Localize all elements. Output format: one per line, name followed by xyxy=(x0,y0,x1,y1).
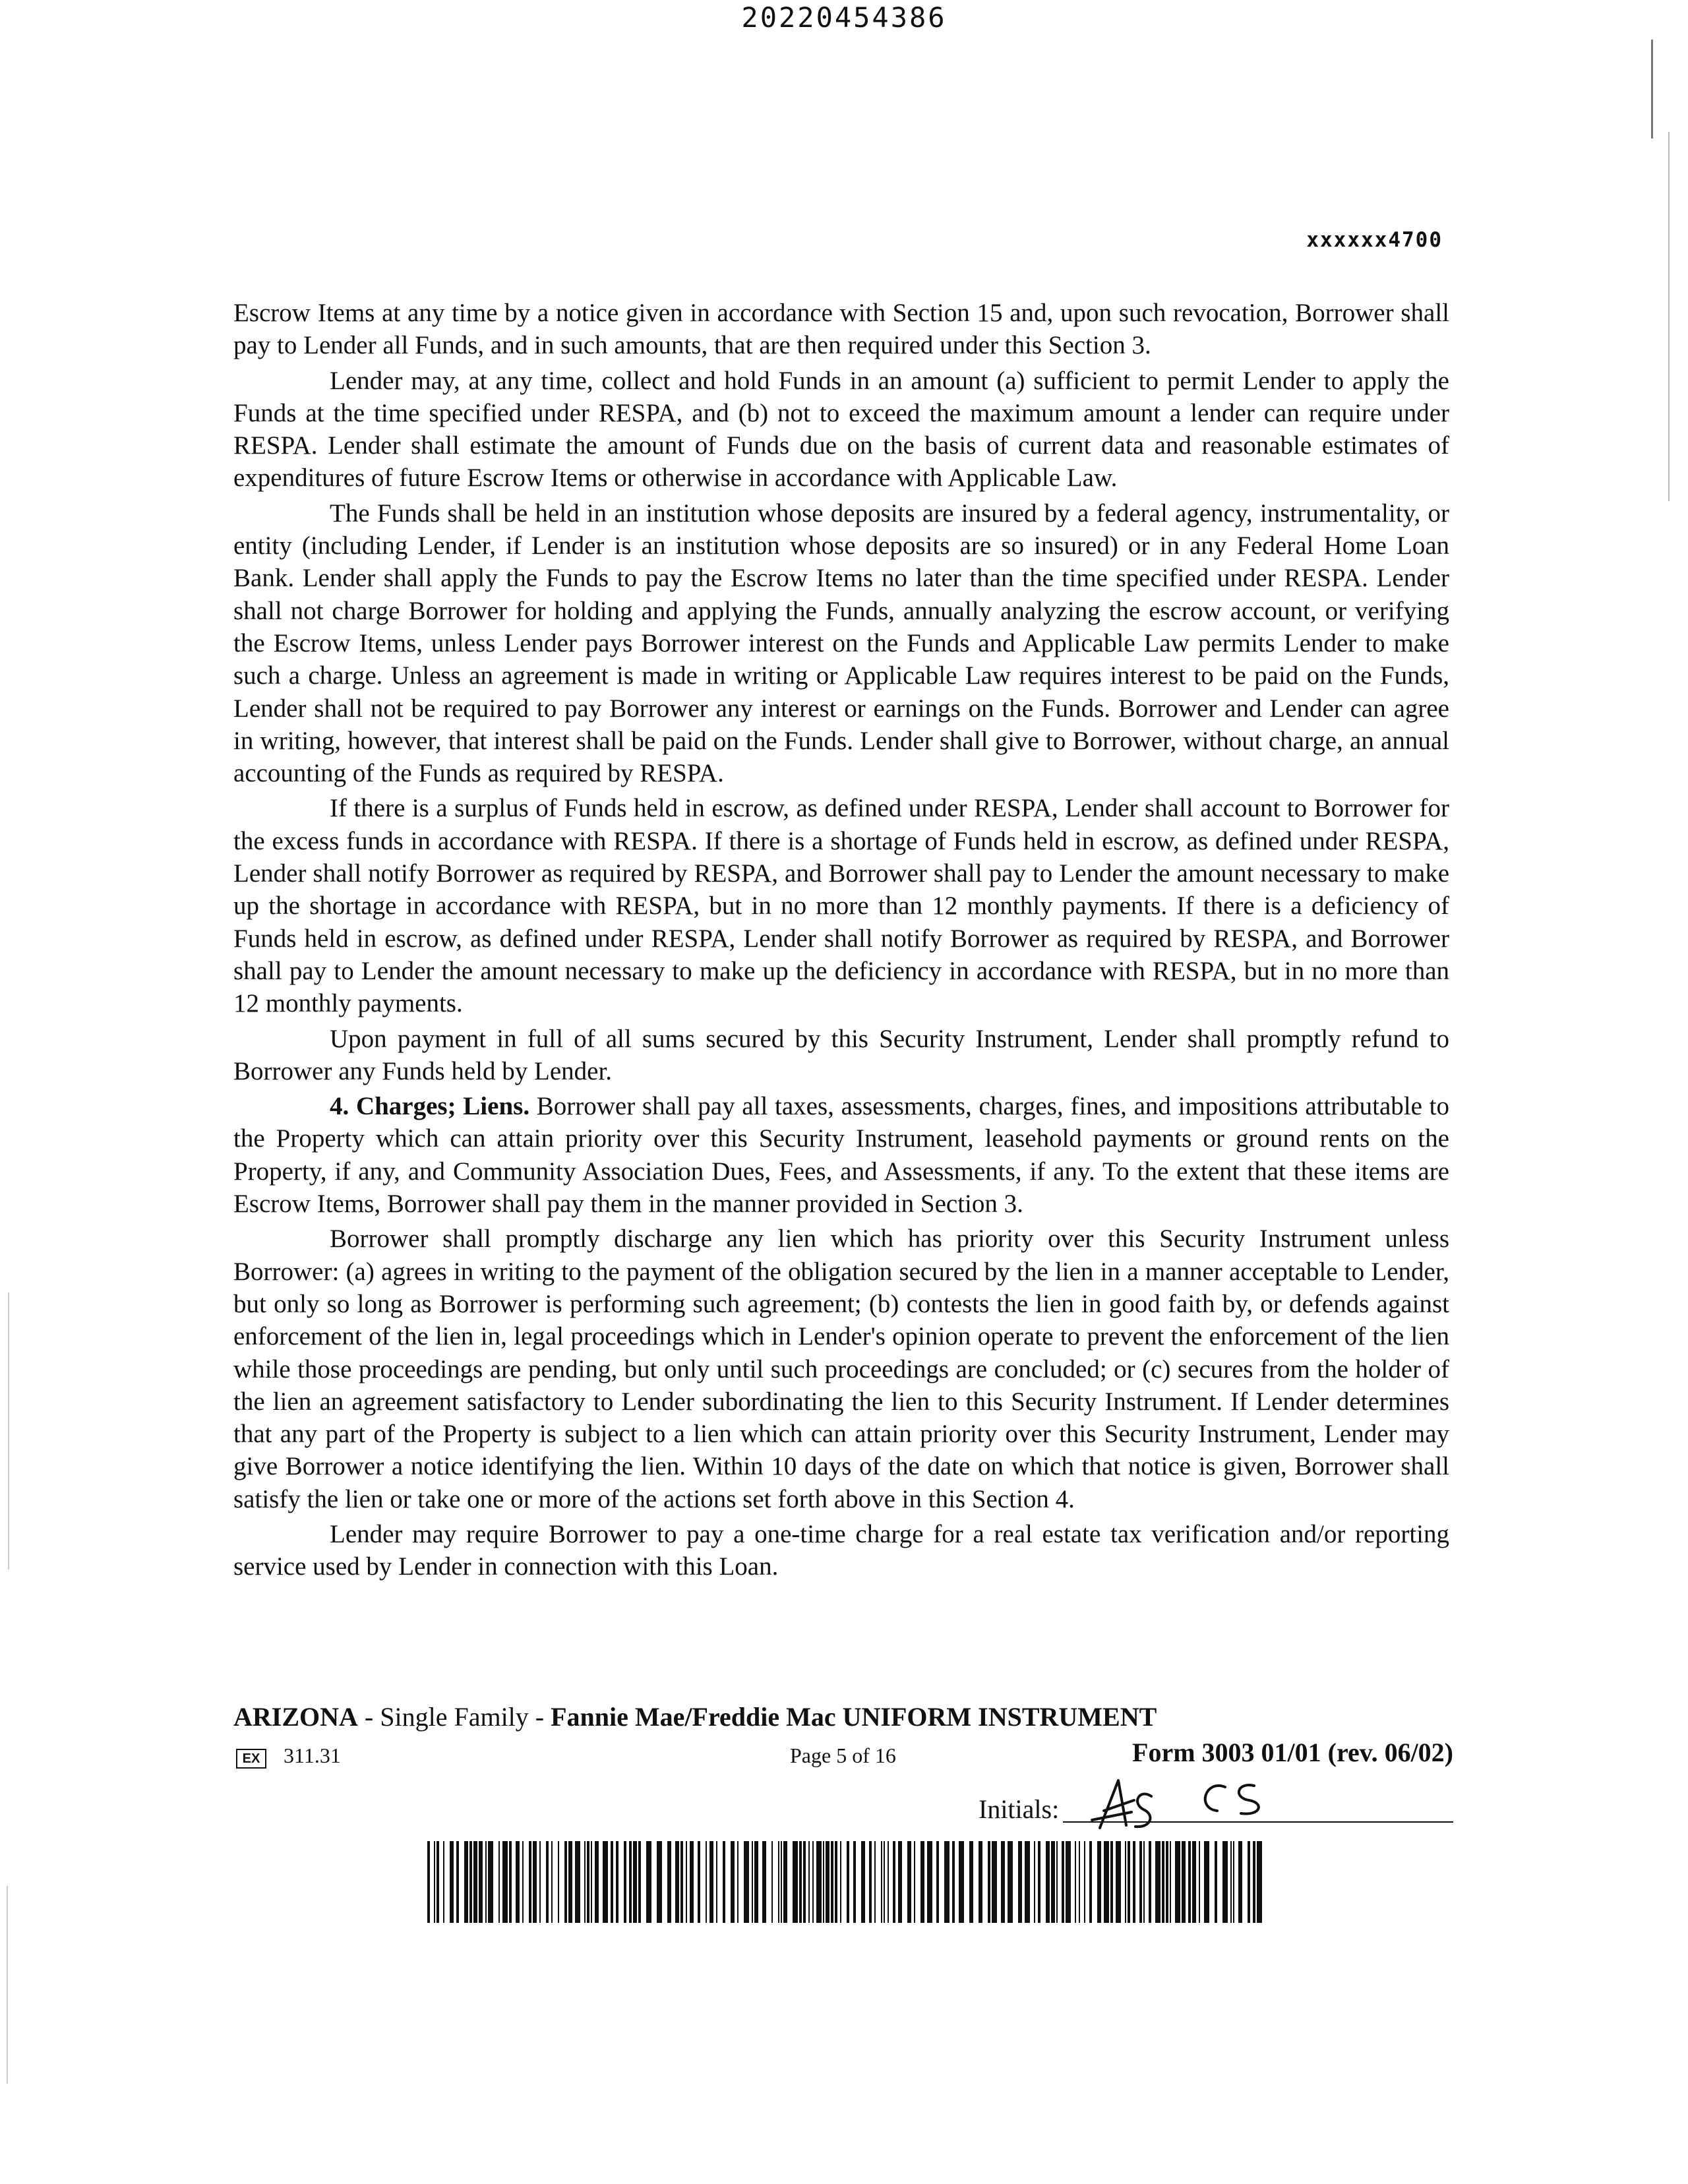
barcode-bar xyxy=(1192,1841,1196,1923)
barcode-bar xyxy=(667,1841,671,1923)
barcode-bar xyxy=(979,1841,982,1923)
barcode-bar xyxy=(752,1841,753,1923)
barcode-bar xyxy=(616,1841,618,1923)
scan-edge-mark xyxy=(8,1292,9,1569)
barcode-bar xyxy=(907,1841,911,1923)
barcode-bar xyxy=(1222,1841,1228,1923)
barcode-bar xyxy=(920,1841,924,1923)
paragraph: If there is a surplus of Funds held in escrow, as defined under RESPA, Lender shall account to Borrower for the excess funds in accordance with RESPA. If there is a shortage of Funds held in escrow, as defined under RESPA, Lender shall notify Borrower as required by RESPA, and Borrower shall pay to Lender the amount necessary to make up the shortage in accordance with RESPA, but in no more than 12 monthly payments. If there is a deficiency of Funds held in escrow, as defined under RESPA, Lender shall notify Borrower as required by RESPA, and Borrower shall pay to Lender the amount necessary to make up the deficiency in accordance with RESPA, but in no more than 12 monthly payments. xyxy=(233,794,1449,1018)
barcode-bar xyxy=(1104,1841,1109,1923)
barcode-bar xyxy=(624,1841,626,1923)
barcode-bar xyxy=(812,1841,814,1923)
barcode-bar xyxy=(1089,1841,1092,1923)
barcode-bar xyxy=(1025,1841,1030,1923)
barcode-bar xyxy=(847,1841,849,1923)
barcode-bar xyxy=(1143,1841,1145,1923)
barcode-bar xyxy=(485,1841,487,1923)
barcode-bar xyxy=(1188,1841,1191,1923)
barcode-bar xyxy=(529,1841,531,1923)
paragraph: Borrower shall promptly discharge any lien which has priority over this Security Instrument unless Borrower: (a) agrees in writing to the payment of the obligation secured by the lien in a manner acceptable to Lender, but only so long as Borrower is performing such agreement; (b) contests the lien in good faith by, or defends against enforcement of the lien in, legal proceedings which in Lender's opinion operate to prevent the enforcement of the lien while those proceedings are pending, but only until such proceedings are concluded; or (c) secures from the holder of the lien an agreement satisfactory to Lender subordinating the lien to this Security Instrument. If Lender determines that any part of the Property is subject to a lien which can attain priority over this Security Instrument, Lender may give Borrower a notice identifying the lien. Within 10 days of the date on which that notice is given, Borrower shall satisfy the lien or take one or more of the actions set forth above in this Section 4. xyxy=(233,1225,1449,1513)
paragraph: Upon payment in full of all sums secured by this Security Instrument, Lender shall promptly refund to Borrower any Funds held by Lender. xyxy=(233,1024,1449,1085)
paragraph: Escrow Items at any time by a notice given in accordance with Section 15 and, upon such revocation, Borrower shall pay to Lender all Funds, and in such amounts, that are then required under this Section 3. xyxy=(233,299,1449,360)
barcode-bar xyxy=(1233,1841,1234,1923)
form-code: 311.31 xyxy=(284,1744,341,1767)
barcode-bar xyxy=(646,1841,651,1923)
barcode-bar xyxy=(633,1841,637,1923)
barcode-bar xyxy=(1155,1841,1160,1923)
barcode-bar xyxy=(509,1841,512,1923)
barcode-bar xyxy=(516,1841,520,1923)
barcode-bar xyxy=(587,1841,589,1923)
section-text: Borrower shall pay all taxes, assessments, charges, fines, and impositions attributable to the Property which can attain priority over this Security Instrument, leasehold payments or ground rents on the Property, if any, and Community Association Dues, Fees, and Assessments, if any. To the extent that these items are Escrow Items, Borrower shall pay them in the manner provided in Section 3. xyxy=(233,1092,1449,1219)
barcode-bar xyxy=(1051,1841,1055,1923)
barcode-bar xyxy=(522,1841,524,1923)
barcode-bar xyxy=(1110,1841,1113,1923)
barcode-bar xyxy=(564,1841,567,1923)
barcode-bar xyxy=(629,1841,632,1923)
barcode-bar xyxy=(898,1841,902,1923)
barcode-bar xyxy=(584,1841,586,1923)
initials-label: Initials: xyxy=(979,1794,1060,1824)
barcode-bar xyxy=(1182,1841,1186,1923)
barcode-bar xyxy=(744,1841,749,1923)
barcode-bar xyxy=(884,1841,885,1923)
barcode-bar xyxy=(959,1841,964,1923)
barcode-bar xyxy=(1149,1841,1151,1923)
barcode-bar xyxy=(675,1841,679,1923)
barcode-bar xyxy=(783,1841,787,1923)
barcode-bar xyxy=(706,1841,707,1923)
barcode-bar xyxy=(657,1841,662,1923)
barcode-bar xyxy=(575,1841,580,1923)
barcode-bar xyxy=(450,1841,454,1923)
barcode-bar xyxy=(831,1841,833,1923)
loan-number: xxxxxx4700 xyxy=(1306,228,1443,252)
barcode-bar xyxy=(473,1841,477,1923)
scan-edge-mark xyxy=(1651,40,1653,138)
barcode-bar xyxy=(638,1841,641,1923)
barcode-bar xyxy=(603,1841,608,1923)
barcode-bar xyxy=(840,1841,841,1923)
barcode-bar xyxy=(479,1841,483,1923)
barcode-bar xyxy=(1204,1841,1209,1923)
barcode-bar xyxy=(888,1841,889,1923)
barcode-bar xyxy=(1034,1841,1035,1923)
paragraph: The Funds shall be held in an institution whose deposits are insured by a federal agency, instrumentality, or entity (including Lender, if Lender is an institution whose deposits are so insured) or in any Federal Home Loan Bank. Lender shall apply the Funds to pay the Escrow Items no later than the time specified under RESPA. Lender shall not charge Borrower for holding and applying the Funds, annually analyzing the escrow account, or verifying the Escrow Items, unless Lender pays Borrower interest on the Funds and Applicable Law permits Lender to make such a charge. Unless an agreement is made in writing or Applicable Law requires interest to be paid on the Funds, Lender shall not be required to pay Borrower any interest or earnings on the Funds. Borrower and Lender can agree in writing, however, that interest shall be paid on the Funds. Lender shall give to Borrower, without charge, an annual accounting of the Funds as required by RESPA. xyxy=(233,499,1449,788)
barcode-bar xyxy=(771,1841,773,1923)
barcode-bar xyxy=(456,1841,459,1923)
barcode-bar xyxy=(1125,1841,1126,1923)
form-number: Form 3003 01/01 (rev. 06/02) xyxy=(1132,1738,1453,1767)
barcode-bar xyxy=(914,1841,915,1923)
barcode-bar xyxy=(1248,1841,1250,1923)
barcode-bar xyxy=(1075,1841,1076,1923)
barcode-bar xyxy=(1199,1841,1200,1923)
barcode-bar xyxy=(869,1841,872,1923)
barcode-bar xyxy=(698,1841,700,1923)
barcode-bar xyxy=(893,1841,895,1923)
barcode-bar xyxy=(1084,1841,1085,1923)
barcode-bar xyxy=(1116,1841,1121,1923)
scan-edge-mark xyxy=(1668,132,1670,501)
page-number: Page 5 of 16 xyxy=(790,1744,896,1767)
barcode-bar xyxy=(762,1841,766,1923)
barcode-bar xyxy=(853,1841,856,1923)
section-4-paragraph xyxy=(233,1090,1449,1220)
form-type: - Single Family - xyxy=(357,1702,551,1732)
barcode-bar xyxy=(469,1841,472,1923)
barcode-bar xyxy=(1257,1841,1262,1923)
barcode-bar xyxy=(1001,1841,1005,1923)
document-body xyxy=(233,297,1449,1586)
barcode-bar xyxy=(1162,1841,1164,1923)
barcode-bar xyxy=(427,1841,430,1923)
barcode-bar xyxy=(803,1841,806,1923)
barcode-bar xyxy=(1253,1841,1255,1923)
ex-logo-icon: EX xyxy=(236,1749,266,1769)
barcode-bar xyxy=(546,1841,549,1923)
barcode-bar xyxy=(539,1841,541,1923)
barcode-bar xyxy=(595,1841,599,1923)
barcode-bar xyxy=(1066,1841,1071,1923)
barcode-bar xyxy=(437,1841,439,1923)
barcode-bar xyxy=(874,1841,876,1923)
barcode-bar xyxy=(952,1841,955,1923)
barcode-bar xyxy=(1062,1841,1064,1923)
barcode-bar xyxy=(1175,1841,1180,1923)
barcode-bar xyxy=(731,1841,735,1923)
paragraph: Lender may require Borrower to pay a one-time charge for a real estate tax verification and/or reporting service used by Lender in connection with this Loan. xyxy=(233,1519,1449,1581)
instrument-name: Fannie Mae/Freddie Mac UNIFORM INSTRUMENT xyxy=(551,1702,1157,1732)
barcode-bar xyxy=(927,1841,932,1923)
barcode-bar xyxy=(1008,1841,1013,1923)
barcode-bar xyxy=(799,1841,802,1923)
barcode-bar xyxy=(881,1841,882,1923)
barcode-bar xyxy=(1046,1841,1050,1923)
barcode-bar xyxy=(464,1841,468,1923)
barcode-bar xyxy=(808,1841,810,1923)
barcode-bar xyxy=(1038,1841,1040,1923)
barcode-bar xyxy=(737,1841,738,1923)
barcode-bar xyxy=(988,1841,990,1923)
barcode-bar xyxy=(793,1841,798,1923)
barcode-bar xyxy=(551,1841,553,1923)
barcode-bar xyxy=(826,1841,829,1923)
barcode-bar xyxy=(1170,1841,1171,1923)
barcode-bar xyxy=(498,1841,500,1923)
barcode-bar xyxy=(1097,1841,1101,1923)
barcode-bar xyxy=(611,1841,613,1923)
barcode-bar xyxy=(502,1841,508,1923)
initials-signature xyxy=(1088,1774,1299,1833)
document-barcode xyxy=(427,1841,1265,1923)
barcode-bar xyxy=(443,1841,444,1923)
form-title xyxy=(233,1701,1157,1732)
barcode-bar xyxy=(861,1841,865,1923)
barcode-bar xyxy=(1079,1841,1080,1923)
barcode-bar xyxy=(488,1841,493,1923)
barcode-bar xyxy=(558,1841,559,1923)
barcode-bar xyxy=(1128,1841,1130,1923)
barcode-bar xyxy=(690,1841,694,1923)
barcode-bar xyxy=(1238,1841,1242,1923)
barcode-bar xyxy=(823,1841,824,1923)
barcode-bar xyxy=(992,1841,997,1923)
scan-edge-mark xyxy=(7,1886,8,2084)
barcode-bar xyxy=(591,1841,592,1923)
barcode-bar xyxy=(778,1841,779,1923)
recording-number: 20220454386 xyxy=(741,1,947,34)
barcode-bar xyxy=(781,1841,782,1923)
barcode-bar xyxy=(1133,1841,1135,1923)
section-heading: 4. Charges; Liens. xyxy=(330,1092,530,1121)
barcode-bar xyxy=(1166,1841,1168,1923)
barcode-bar xyxy=(680,1841,683,1923)
barcode-bar xyxy=(709,1841,713,1923)
barcode-bar xyxy=(816,1841,822,1923)
barcode-bar xyxy=(686,1841,687,1923)
paragraph: Lender may, at any time, collect and hold Funds in an amount (a) sufficient to permit Lender to apply the Funds at the time specified under RESPA, and (b) not to exceed the maximum amount a lender can require under RESPA. Lender shall estimate the amount of Funds due on the basis of current data and reasonable estimates of expenditures of future Escrow Items or otherwise in accordance with Applicable Law. xyxy=(233,366,1449,493)
barcode-bar xyxy=(723,1841,725,1923)
barcode-bar xyxy=(1018,1841,1022,1923)
barcode-bar xyxy=(1139,1841,1142,1923)
barcode-bar xyxy=(944,1841,950,1923)
barcode-bar xyxy=(835,1841,837,1923)
barcode-bar xyxy=(568,1841,572,1923)
barcode-bar xyxy=(936,1841,939,1923)
barcode-bar xyxy=(969,1841,973,1923)
barcode-bar xyxy=(1230,1841,1232,1923)
barcode-bar xyxy=(533,1841,537,1923)
barcode-bar xyxy=(1056,1841,1058,1923)
barcode-bar xyxy=(434,1841,435,1923)
state-name: ARIZONA xyxy=(233,1702,358,1732)
barcode-bar xyxy=(716,1841,717,1923)
barcode-bar xyxy=(754,1841,758,1923)
barcode-bar xyxy=(1215,1841,1217,1923)
